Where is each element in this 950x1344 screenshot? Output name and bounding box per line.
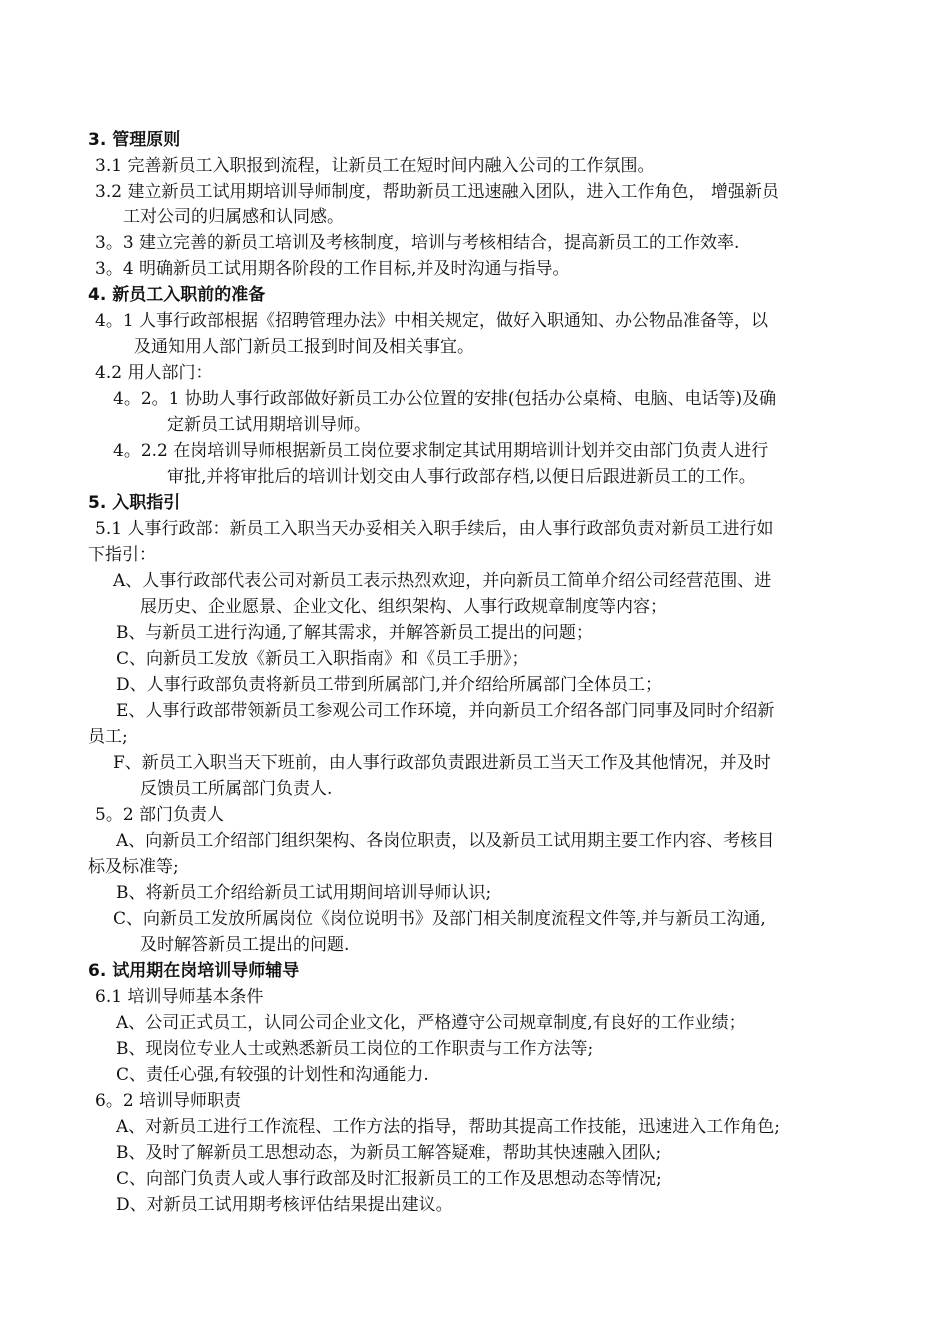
- section-3-heading: 3. 管理原则: [88, 130, 181, 150]
- list-item-continuation: 标及标准等;: [88, 857, 179, 877]
- paragraph-line: 3.2 建立新员工试用期培训导师制度，帮助新员工迅速融入团队，进入工作角色， 增强新员: [95, 182, 779, 202]
- list-item: C、向新员工发放所属岗位《岗位说明书》及部门相关制度流程文件等,并与新员工沟通,: [113, 909, 766, 929]
- paragraph-line: 4.2 用人部门：: [95, 363, 213, 383]
- list-item: E、人事行政部带领新员工参观公司工作环境，并向新员工介绍各部门同事及同时介绍新: [116, 701, 775, 721]
- paragraph-line: 下指引：: [88, 545, 156, 565]
- section-4-heading: 4. 新员工入职前的准备: [88, 285, 266, 305]
- paragraph-line: 6.1 培训导师基本条件: [95, 987, 264, 1007]
- list-item: A、向新员工介绍部门组织架构、各岗位职责，以及新员工试用期主要工作内容、考核目: [116, 831, 775, 851]
- paragraph-line: 4。2。1 协助人事行政部做好新员工办公位置的安排(包括办公桌椅、电脑、电话等)及确: [113, 389, 777, 409]
- list-item-continuation: 及时解答新员工提出的问题.: [140, 935, 350, 955]
- list-item: B、将新员工介绍给新员工试用期间培训导师认识;: [116, 883, 492, 903]
- paragraph-line: 3。4 明确新员工试用期各阶段的工作目标,并及时沟通与指导。: [95, 259, 570, 279]
- list-item-continuation: 反馈员工所属部门负责人.: [140, 779, 333, 799]
- paragraph-line: 及通知用人部门新员工报到时间及相关事宜。: [134, 337, 474, 357]
- list-item: A、对新员工进行工作流程、工作方法的指导，帮助其提高工作技能，迅速进入工作角色;: [116, 1117, 781, 1137]
- paragraph-line: 3。3 建立完善的新员工培训及考核制度，培训与考核相结合，提高新员工的工作效率.: [95, 233, 740, 253]
- list-item: B、与新员工进行沟通,了解其需求，并解答新员工提出的问题；: [116, 623, 593, 643]
- list-item: A、人事行政部代表公司对新员工表示热烈欢迎，并向新员工简单介绍公司经营范围、进: [113, 571, 772, 591]
- paragraph-line: 工对公司的归属感和认同感。: [123, 207, 344, 227]
- list-item: C、向新员工发放《新员工入职指南》和《员工手册》；: [116, 649, 529, 669]
- list-item: B、现岗位专业人士或熟悉新员工岗位的工作职责与工作方法等;: [116, 1039, 594, 1059]
- paragraph-line: 5.1 人事行政部：新员工入职当天办妥相关入职手续后，由人事行政部负责对新员工进行如: [95, 519, 774, 539]
- list-item: A、公司正式员工，认同公司企业文化，严格遵守公司规章制度,有良好的工作业绩；: [116, 1013, 746, 1033]
- list-item: D、人事行政部负责将新员工带到所属部门,并介绍给所属部门全体员工；: [116, 675, 663, 695]
- paragraph-line: 4。1 人事行政部根据《招聘管理办法》中相关规定，做好入职通知、办公物品准备等，以: [95, 311, 769, 331]
- paragraph-line: 定新员工试用期培训导师。: [167, 415, 371, 435]
- list-item-continuation: 员工;: [88, 727, 128, 747]
- section-5-heading: 5. 入职指引: [88, 493, 181, 513]
- paragraph-line: 3.1 完善新员工入职报到流程，让新员工在短时间内融入公司的工作氛围。: [95, 156, 655, 176]
- paragraph-line: 5。2 部门负责人: [95, 805, 225, 825]
- paragraph-line: 4。2.2 在岗培训导师根据新员工岗位要求制定其试用期培训计划并交由部门负责人进行: [113, 441, 769, 461]
- paragraph-line: 审批,并将审批后的培训计划交由人事行政部存档,以便日后跟进新员工的工作。: [167, 467, 756, 487]
- list-item: B、及时了解新员工思想动态，为新员工解答疑难，帮助其快速融入团队;: [116, 1143, 662, 1163]
- list-item: F、新员工入职当天下班前，由人事行政部负责跟进新员工当天工作及其他情况，并及时: [113, 753, 771, 773]
- list-item: C、向部门负责人或人事行政部及时汇报新员工的工作及思想动态等情况;: [116, 1169, 662, 1189]
- list-item: C、责任心强,有较强的计划性和沟通能力.: [116, 1065, 429, 1085]
- list-item-continuation: 展历史、企业愿景、企业文化、组织架构、人事行政规章制度等内容；: [140, 597, 667, 617]
- paragraph-line: 6。2 培训导师职责: [95, 1091, 242, 1111]
- list-item: D、对新员工试用期考核评估结果提出建议。: [116, 1195, 453, 1215]
- section-6-heading: 6. 试用期在岗培训导师辅导: [88, 961, 300, 981]
